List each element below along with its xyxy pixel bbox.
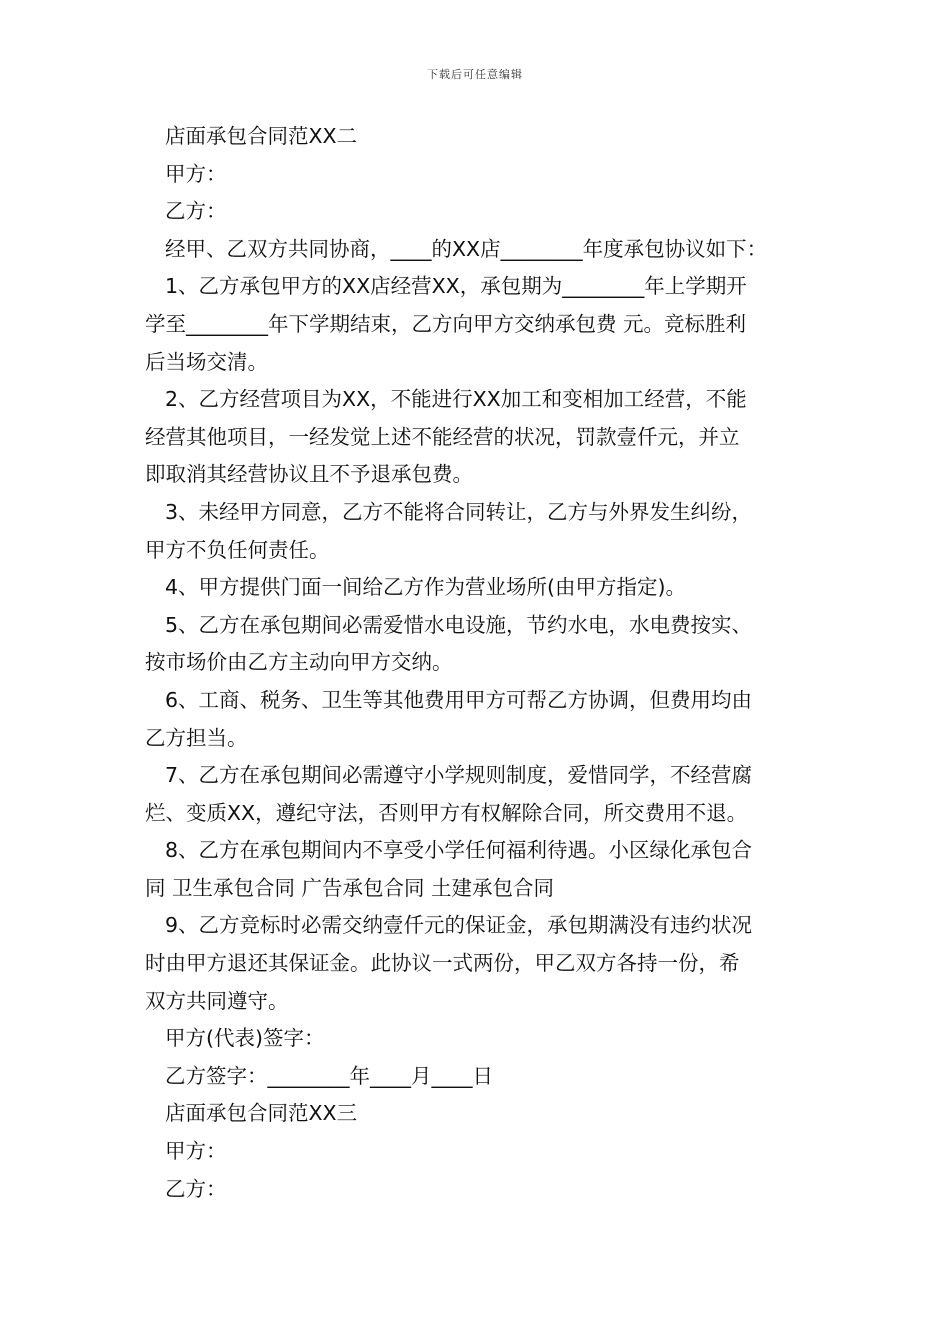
- party-b-label-3: 乙方：: [165, 1176, 227, 1201]
- party-a-label-3: 甲方：: [165, 1139, 227, 1164]
- agreement-intro: 经甲、乙双方共同协商，____的XX店________年度承包协议如下：: [165, 236, 768, 261]
- clause-6-line-2: 乙方担当。: [145, 725, 248, 750]
- clause-8-line-2: 同 卫生承包合同 广告承包合同 土建承包合同: [145, 875, 555, 900]
- party-b-signature-date: 乙方签字：________年____月____日: [165, 1063, 493, 1088]
- clause-9-line-1: 9、乙方竞标时必需交纳壹仟元的保证金，承包期满没有违约状况: [165, 913, 753, 938]
- section-title: 店面承包合同范XX二: [165, 124, 358, 148]
- section-title-3: 店面承包合同范XX三: [165, 1101, 358, 1126]
- party-a-label: 甲方：: [165, 161, 227, 186]
- clause-7-line-1: 7、乙方在承包期间必需遵守小学规则制度，爱惜同学，不经营腐: [165, 763, 753, 788]
- page-header: 下载后可任意编辑: [427, 68, 523, 81]
- clause-9-line-2: 时由甲方退还其保证金。此协议一式两份，甲乙双方各持一份，希: [145, 951, 740, 976]
- clause-5-line-1: 5、乙方在承包期间必需爱惜水电设施，节约水电，水电费按实、: [165, 612, 753, 637]
- clause-2-line-1: 2、乙方经营项目为XX，不能进行XX加工和变相加工经营，不能: [165, 387, 747, 412]
- clause-3-line-2: 甲方不负任何责任。: [145, 537, 330, 562]
- clause-1-line-2: 学至________年下学期结束，乙方向甲方交纳承包费 元。竞标胜利: [145, 311, 747, 336]
- clause-6-line-1: 6、工商、税务、卫生等其他费用甲方可帮乙方协调，但费用均由: [165, 687, 753, 712]
- party-a-signature: 甲方(代表)签字：: [165, 1026, 325, 1051]
- clause-3-line-1: 3、未经甲方同意，乙方不能将合同转让，乙方与外界发生纠纷，: [165, 499, 753, 524]
- clause-9-line-3: 双方共同遵守。: [145, 988, 289, 1013]
- clause-4: 4、甲方提供门面一间给乙方作为营业场所(由甲方指定)。: [165, 575, 687, 600]
- clause-1-line-1: 1、乙方承包甲方的XX店经营XX，承包期为________年上学期开: [165, 274, 747, 299]
- clause-1-line-3: 后当场交清。: [145, 349, 268, 374]
- clause-7-line-2: 烂、变质XX，遵纪守法，否则甲方有权解除合同，所交费用不退。: [145, 800, 748, 825]
- party-b-label: 乙方：: [165, 199, 227, 224]
- document-body: [145, 118, 815, 1208]
- clause-8-line-1: 8、乙方在承包期间内不享受小学任何福利待遇。小区绿化承包合: [165, 838, 753, 863]
- clause-5-line-2: 按市场价由乙方主动向甲方交纳。: [145, 650, 453, 675]
- clause-2-line-2: 经营其他项目，一经发觉上述不能经营的状况，罚款壹仟元，并立: [145, 424, 740, 449]
- clause-2-line-3: 即取消其经营协议且不予退承包费。: [145, 462, 473, 487]
